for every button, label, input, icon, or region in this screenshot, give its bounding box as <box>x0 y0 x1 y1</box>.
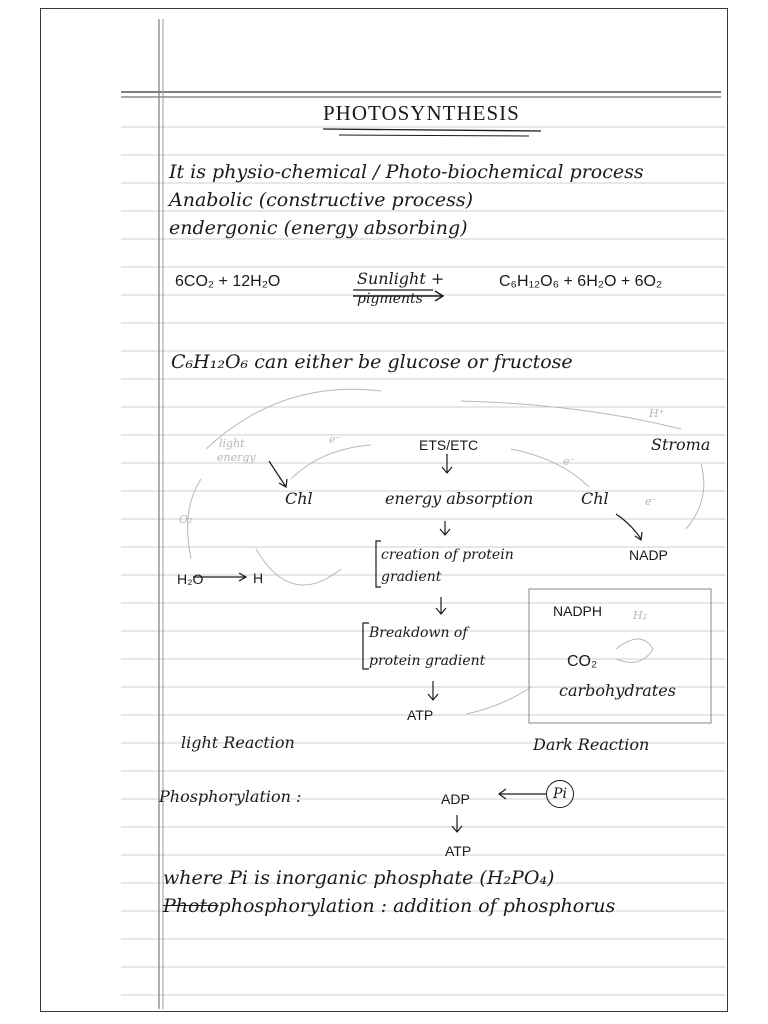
equation-products: C₆H₁₂O₆ + 6H₂O + 6O₂ <box>499 273 663 290</box>
creation-line-2: gradient <box>381 569 442 585</box>
carbohydrates-label: carbohydrates <box>559 681 676 700</box>
energy-absorption-label: energy absorption <box>385 489 534 508</box>
electron-arc-right <box>511 449 589 487</box>
equation-condition-top: Sunlight + <box>357 269 445 288</box>
glucose-note: C₆H₁₂O₆ can either be glucose or fructose <box>171 351 573 373</box>
chl-left-label: Chl <box>285 489 313 508</box>
struck-prefix: Photo <box>163 895 219 917</box>
equation-condition-bottom: pigments <box>357 291 423 307</box>
light-energy-bottom: energy <box>217 451 256 464</box>
creation-line-1: creation of protein <box>381 547 514 563</box>
light-to-chl-arrow <box>269 461 286 487</box>
definition-line-1: It is physio-chemical / Photo-biochemical process <box>169 161 644 183</box>
ets-label: ETS/ETC <box>419 437 479 453</box>
definition-line-2: Anabolic (constructive process) <box>169 189 474 211</box>
chl-right-label: Chl <box>581 489 609 508</box>
nadph-label: NADPH <box>553 603 603 619</box>
electron-arc-left <box>291 445 371 479</box>
phosphorylation-definition: phosphorylation : addition of phosphorus <box>218 895 616 917</box>
page-rules <box>41 9 728 1012</box>
phosphorylation-atp-label: ATP <box>445 843 472 859</box>
cycle-arc-right <box>461 401 681 429</box>
page-title: PHOTOSYNTHESIS <box>323 101 520 125</box>
atp-to-box <box>466 687 531 714</box>
breakdown-line-1: Breakdown of <box>369 625 468 641</box>
co2-label: CO₂ <box>567 653 598 670</box>
h2-label: H₂ <box>633 609 648 622</box>
equation-reactants: 6CO₂ + 12H₂O <box>175 273 281 290</box>
light-energy-top: light <box>219 437 245 450</box>
h-plus-label: H⁺ <box>649 407 665 420</box>
pi-definition: where Pi is inorganic phosphate (H₂PO₄) <box>163 867 555 889</box>
title-underline <box>323 129 541 131</box>
electron-label-left: e⁻ <box>329 433 342 446</box>
h2o-label: H₂O <box>177 571 204 587</box>
light-reaction-label: light Reaction <box>181 733 295 752</box>
dark-reaction-label: Dark Reaction <box>533 735 650 754</box>
pi-label: Pi <box>546 780 574 808</box>
electron-label-right: e⁻ <box>563 455 576 468</box>
h-product-label: H <box>253 570 264 586</box>
nadp-label: NADP <box>629 547 668 563</box>
breakdown-line-2: protein gradient <box>369 653 486 669</box>
phosphorylation-label: Phosphorylation : <box>159 787 302 806</box>
electron-label-far: e⁻ <box>645 495 658 508</box>
o2-label: O₂ <box>179 513 193 526</box>
notebook-page <box>40 8 728 1012</box>
diagram-atp-label: ATP <box>407 707 434 723</box>
stroma-label: Stroma <box>651 435 711 454</box>
pi-circle <box>546 780 574 808</box>
adp-label: ADP <box>441 791 470 807</box>
photophosphorylation-line <box>163 895 615 917</box>
lower-arc <box>256 549 341 585</box>
chl-to-nadp-arrow <box>616 514 641 539</box>
definition-line-3: endergonic (energy absorbing) <box>169 217 468 239</box>
title-underline-2 <box>339 135 529 136</box>
